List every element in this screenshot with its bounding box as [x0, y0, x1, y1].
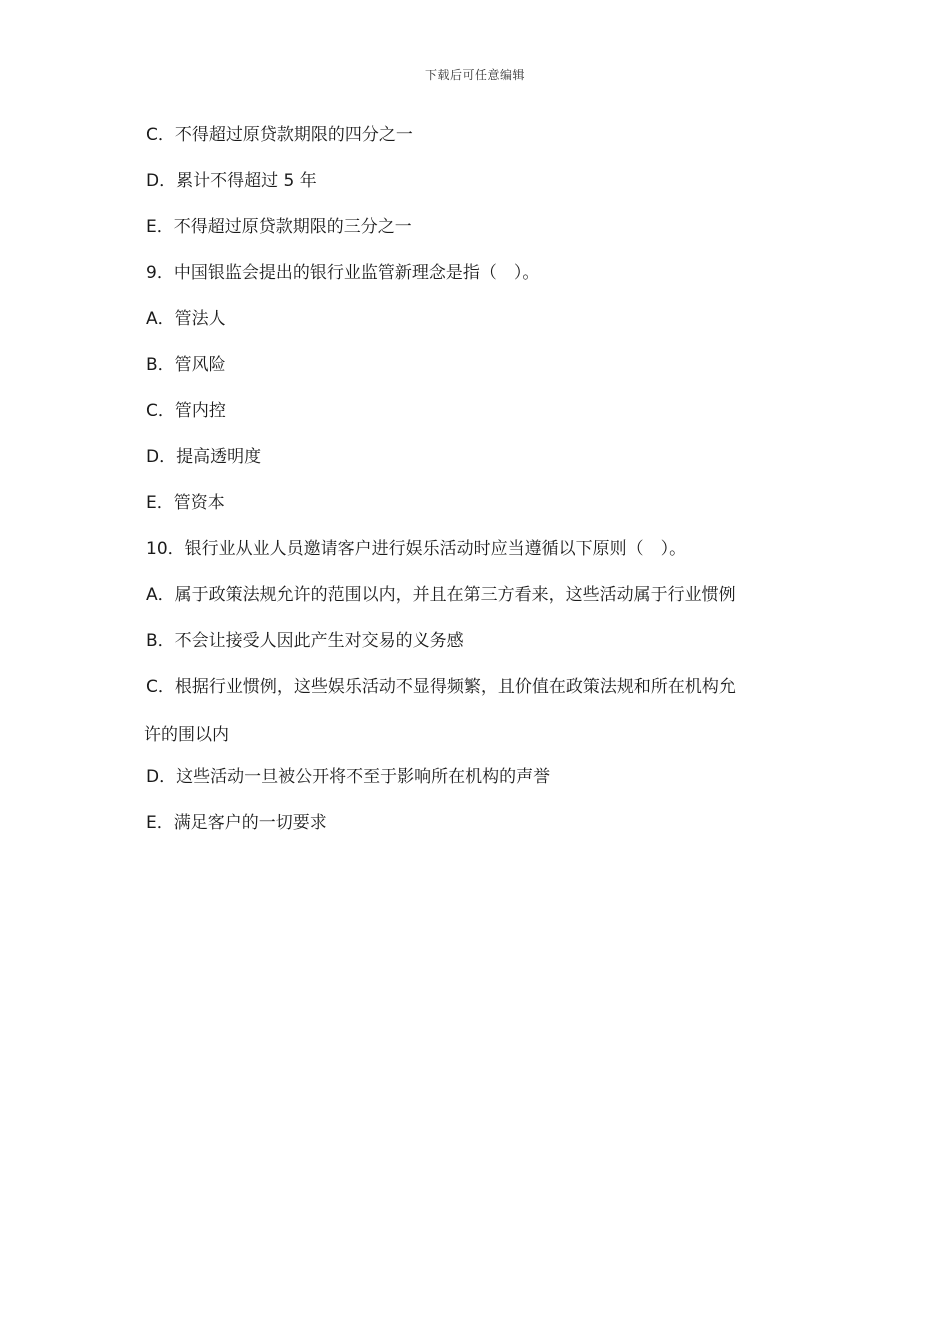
- option-e-q9: E．管资本: [146, 493, 225, 513]
- option-a-q9: A．管法人: [146, 309, 226, 329]
- option-c-q9: C．管内控: [146, 401, 226, 421]
- option-e-q8: E．不得超过原贷款期限的三分之一: [146, 217, 412, 237]
- page-header: 下载后可任意编辑: [424, 68, 525, 82]
- option-d-q9: D．提高透明度: [146, 447, 262, 467]
- option-d-q10: D．这些活动一旦被公开将不至于影响所在机构的声誉: [146, 767, 551, 787]
- option-e-q10: E．满足客户的一切要求: [146, 813, 327, 833]
- option-c-q8: C．不得超过原贷款期限的四分之一: [146, 125, 413, 145]
- option-d-q8: D．累计不得超过 5 年: [146, 171, 317, 191]
- question-10: 10．银行业从业人员邀请客户进行娱乐活动时应当遵循以下原则（ ）。: [146, 539, 687, 559]
- option-a-q10: A．属于政策法规允许的范围以内，并且在第三方看来，这些活动属于行业惯例: [146, 585, 736, 605]
- option-b-q10: B．不会让接受人因此产生对交易的义务感: [146, 631, 464, 651]
- question-9: 9．中国银监会提出的银行业监管新理念是指（ ）。: [146, 263, 540, 283]
- document-body: [146, 122, 816, 856]
- option-c-q10: C．根据行业惯例，这些娱乐活动不显得频繁，且价值在政策法规和所在机构允: [146, 677, 736, 697]
- option-b-q9: B．管风险: [146, 355, 226, 375]
- option-c-q10-continued: 许的围以内: [144, 725, 229, 745]
